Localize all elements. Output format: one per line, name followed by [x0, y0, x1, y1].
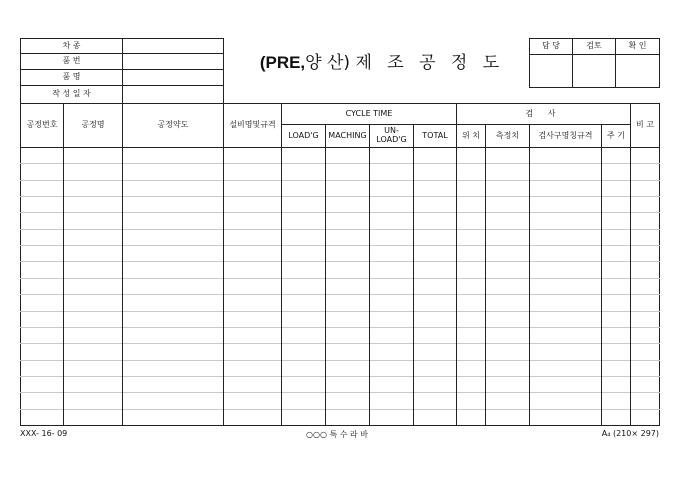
- table-row-line: [20, 311, 660, 312]
- col-header-process-sketch: 공정약도: [122, 103, 224, 148]
- table-row-line: [20, 392, 660, 393]
- approval-label-confirm: 확 인: [615, 38, 660, 55]
- table-row-line: [20, 360, 660, 361]
- footer-paper-size: A₄ (210× 297): [601, 429, 659, 438]
- footer-company: ○○○ 특 수 라 바: [306, 430, 369, 439]
- table-row-line: [20, 196, 660, 197]
- table-row-line: [20, 409, 660, 410]
- field-label-part-name: 품 명: [20, 69, 123, 86]
- col-header-cycle-time: CYCLE TIME: [281, 103, 457, 125]
- approval-sign-review[interactable]: [572, 54, 616, 88]
- col-header-unloadg: UN- LOAD'G: [369, 124, 414, 148]
- table-column-line: [601, 147, 602, 425]
- table-row-line: [20, 278, 660, 279]
- col-header-process-no: 공정번호: [20, 103, 64, 148]
- table-column-line: [122, 147, 123, 425]
- col-header-maching: MACHING: [325, 124, 370, 148]
- table-column-line: [413, 147, 414, 425]
- title-rest: 제 조 공 정 도: [355, 53, 505, 73]
- table-row-line: [20, 294, 660, 295]
- table-row-line: [20, 180, 660, 181]
- table-row-line: [20, 376, 660, 377]
- table-row-line: [20, 261, 660, 262]
- field-value-car-type[interactable]: [122, 38, 224, 54]
- field-value-part-name[interactable]: [122, 69, 224, 86]
- col-header-gauge-spec: 검사구명칭규격: [529, 124, 602, 148]
- field-label-date: 작 성 일 자: [20, 85, 123, 104]
- col-header-equipment: 설비명및규격: [223, 103, 282, 148]
- table-row-line: [20, 212, 660, 213]
- table-column-line: [485, 147, 486, 425]
- table-row-line: [20, 229, 660, 230]
- col-header-frequency: 주 기: [601, 124, 631, 148]
- table-column-line: [63, 147, 64, 425]
- footer-code: XXX- 16- 09: [20, 429, 68, 438]
- title-word: 양 산): [305, 53, 351, 73]
- table-row-line: [20, 327, 660, 328]
- table-column-line: [529, 147, 530, 425]
- approval-label-charge: 담 당: [529, 38, 573, 55]
- table-column-line: [223, 147, 224, 425]
- col-header-total: TOTAL: [413, 124, 457, 148]
- col-header-loadg: LOAD'G: [281, 124, 326, 148]
- table-column-line: [630, 147, 631, 425]
- title-prefix: (PRE,: [259, 53, 306, 72]
- approval-sign-charge[interactable]: [529, 54, 573, 88]
- field-value-date[interactable]: [122, 85, 224, 104]
- table-row-line: [20, 163, 660, 164]
- field-label-car-type: 차 종: [20, 38, 123, 54]
- table-column-line: [325, 147, 326, 425]
- col-header-process-name: 공정명: [63, 103, 123, 148]
- table-column-line: [456, 147, 457, 425]
- col-header-remarks: 비 고: [630, 103, 660, 148]
- col-header-inspection: 검 사: [456, 103, 631, 125]
- approval-label-review: 검토: [572, 38, 616, 55]
- col-header-position: 위 치: [456, 124, 486, 148]
- col-header-measurement: 측정치: [485, 124, 530, 148]
- field-value-part-no[interactable]: [122, 53, 224, 70]
- table-row-line: [20, 343, 660, 344]
- table-column-line: [369, 147, 370, 425]
- table-frame: [20, 103, 660, 426]
- table-column-line: [281, 147, 282, 425]
- approval-sign-confirm[interactable]: [615, 54, 660, 88]
- field-label-part-no: 품 번: [20, 53, 123, 70]
- table-row-line: [20, 245, 660, 246]
- document-title: [236, 48, 528, 73]
